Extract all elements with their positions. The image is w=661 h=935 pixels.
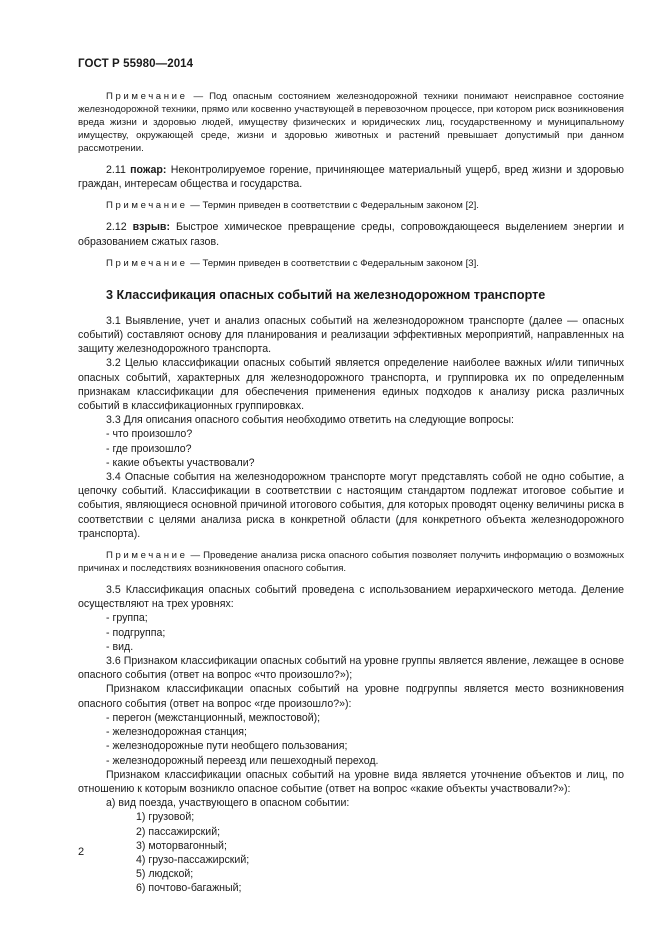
list-item: - перегон (межстанционный, межпостовой);	[106, 711, 321, 724]
note-dash: —	[187, 91, 210, 102]
list-item: - железнодорожная станция;	[106, 726, 247, 739]
note-text: Проведение анализа риска опасного события позволяет получить информацию о возможных причинах и последствиях возникновения опасного события.	[78, 550, 624, 575]
paragraph-3-2: 3.2 Целью классификации опасных событий является определение наиболее важных и/или типичных опасных событий, характерных для железнодорожного транспорта, и группировка их по определенным признакам классификации для обеспечения применения единых подходов к анализу риска различных событий в классификационных группировках.	[78, 357, 624, 413]
note-dash: —	[187, 257, 203, 269]
list-item: - вид.	[106, 640, 134, 653]
list-item: - группа;	[106, 612, 148, 625]
term-definition: Быстрое химическое превращение среды, сопровождающееся выделением энергии и образованием сжатых газов.	[78, 221, 624, 248]
document-body	[78, 90, 624, 896]
note-paragraph	[78, 257, 624, 270]
note-dash: —	[187, 550, 204, 562]
paragraph-3-1: 3.1 Выявление, учет и анализ опасных событий на железнодорожном транспорте (далее — опасных событий) составляют основу для планирования и реализации эффективных мероприятий, направленных на защиту железнодорожного транспорта.	[78, 314, 624, 356]
list-item: - что произошло?	[106, 428, 193, 441]
list-item: 4) грузо-пассажирский;	[136, 853, 250, 866]
list-item: 3) моторвагонный;	[136, 839, 227, 852]
document-header: ГОСТ Р 55980—2014	[78, 58, 194, 70]
paragraph-3-6-subgroup: Признаком классификации опасных событий на уровне подгруппы является место возникновения опасного события (ответ на вопрос «где произошло?»):	[78, 683, 624, 710]
note-label: Примечание	[106, 550, 188, 562]
list-item: а) вид поезда, участвующего в опасном событии:	[106, 797, 350, 810]
paragraph-3-5: 3.5 Классификация опасных событий проведена с использованием иерархического метода. Деление осуществляют на трех уровнях:	[78, 584, 624, 611]
list-item: 2) пассажирский;	[136, 825, 221, 838]
note-text: Под опасным состоянием железнодорожной техники понимают неисправное состояние железнодорожной техники, прямо или косвенно участвующей в перевозочном процессе, при котором риск возникновения вреда жизни и здоровью людей, имуществу физических и юридических лиц, государственному и муниципальному имуществу, окружающей среде, жизни и здоровью животных и растений превышает допустимый при данном рассмотрении.	[78, 91, 624, 154]
list-item: 6) почтово-багажный;	[136, 882, 242, 895]
paragraph-3-4: 3.4 Опасные события на железнодорожном транспорте могут представлять собой не одно событие, а цепочку событий. Классификации в соответствии с настоящим стандартом подлежат итоговое событие и события, являющиеся основной причиной итогового события, для которых проводят оценку величины риска в соответствии с целями анализа риска в конкретной области (для конкретного объекта железнодорожного транспорта).	[78, 471, 624, 540]
section-title: 3 Классификация опасных событий на железнодорожном транспорте	[106, 287, 546, 302]
note-label: Примечание	[106, 200, 188, 212]
note-label: Примечание	[106, 91, 188, 102]
paragraph-3-3: 3.3 Для описания опасного события необходимо ответить на следующие вопросы:	[106, 414, 514, 427]
note-paragraph	[78, 199, 624, 212]
list-item: - железнодорожный переезд или пешеходный переход.	[106, 754, 379, 767]
term-number: 2.12	[106, 221, 127, 234]
term-definition: Неконтролируемое горение, причиняющее материальный ущерб, вред жизни и здоровью граждан, интересам общества и государства.	[78, 164, 624, 191]
note-label: Примечание	[106, 257, 188, 269]
term-number: 2.11	[106, 164, 126, 176]
paragraph-3-6: 3.6 Признаком классификации опасных событий на уровне группы является явление, лежащее в основе опасного события (ответ на вопрос «что произошло?»);	[78, 655, 624, 682]
list-item: - где произошло?	[106, 442, 192, 455]
term-2-12	[78, 220, 624, 248]
term-title: взрыв:	[132, 221, 170, 234]
note-dash: —	[187, 200, 203, 212]
note-paragraph	[78, 549, 624, 575]
list-item: - подгруппа;	[106, 626, 166, 639]
note-paragraph	[78, 90, 624, 155]
note-text: Термин приведен в соответствии с Федеральным законом [2].	[202, 200, 479, 212]
term-2-11	[78, 163, 624, 191]
paragraph-3-6-kind: Признаком классификации опасных событий на уровне вида является уточнение объектов и лиц, по отношению к которым возникло опасное событие (ответ на вопрос «какие объекты участвовали?»):	[78, 768, 624, 795]
page-number: 2	[78, 846, 85, 858]
list-item: 1) грузовой;	[136, 811, 195, 824]
list-item: - какие объекты участвовали?	[106, 456, 255, 469]
note-text: Термин приведен в соответствии с Федеральным законом [3].	[202, 257, 479, 269]
list-item: - железнодорожные пути необщего пользования;	[106, 740, 348, 753]
list-item: 5) людской;	[136, 868, 194, 881]
term-title: пожар:	[130, 164, 167, 176]
